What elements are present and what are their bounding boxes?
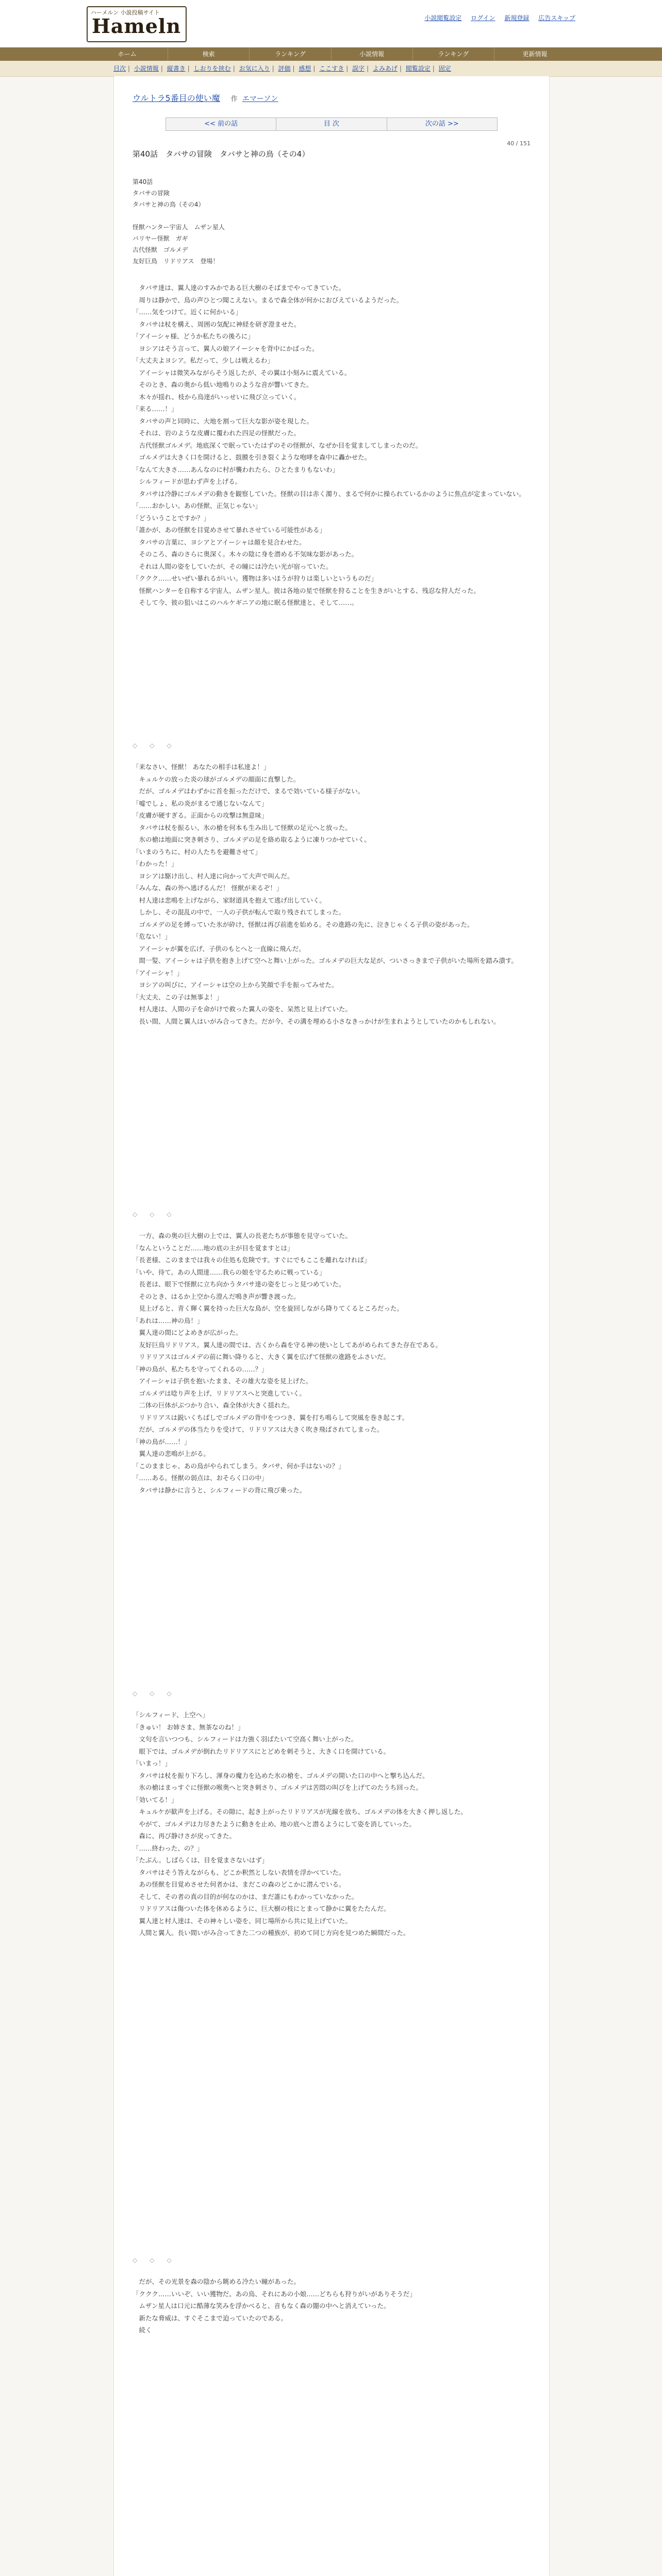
body-paragraph: 周りは静かで、鳥の声ひとつ聞こえない。まるで森全体が何かにおびえているようだった。 [139, 296, 403, 304]
novel-body-section-2 [133, 761, 529, 1028]
preface-line: タバサと神の鳥（その4） [133, 201, 205, 208]
body-paragraph: 「なんということだ……地の底の主が目を覚ますとは」 [133, 1244, 294, 1252]
novel-body-section-1 [133, 282, 529, 609]
body-paragraph: しかし、その混乱の中で、一人の子供が転んで取り残されてしまった。 [139, 908, 345, 916]
body-paragraph: 氷の槍はまっすぐに怪獣の喉奥へと突き刺さり、ゴルメデは苦悶の叫びを上げてのたうち回った。 [139, 1784, 423, 1791]
subnav-typo[interactable]: 誤字 [352, 65, 365, 72]
body-paragraph: リドリアスはゴルメデの前に舞い降りると、大きく翼を広げて怪獣の進路をふさいだ。 [139, 1353, 390, 1361]
body-paragraph: 「危ない！」 [133, 933, 172, 940]
preface-line: バリヤー怪獣 ガギ [133, 235, 188, 242]
body-paragraph: 「……ある。怪獣の弱点は、おそらく口の中」 [133, 1474, 268, 1482]
header-link-skip-ads[interactable]: 広告スキップ [538, 14, 575, 22]
novel-body-section-5 [133, 2276, 529, 2337]
body-paragraph: ヨシアは駆け出し、村人達に向かって大声で叫んだ。 [139, 872, 294, 880]
subnav-view-settings[interactable]: 閲覧設定 [405, 65, 431, 72]
preface-line: タバサの冒険 [133, 190, 170, 197]
scene-break: ◇ ◇ ◇ [133, 1211, 172, 1218]
body-paragraph: 古代怪獣ゴルメデ。地底深くで眠っていたはずのその怪獣が、なぜか目を覚ましてしまったのだ。 [139, 441, 422, 449]
episode-title: 第40話 タバサの冒険 タバサと神の鳥（その4） [133, 149, 310, 159]
body-paragraph: 一方、森の奥の巨大樹の上では、翼人の長老たちが事態を見守っていた。 [139, 1232, 352, 1240]
body-paragraph: リドリアスは鋭いくちばしでゴルメデの背中をつつき、翼を打ち鳴らして突風を巻き起こす。 [139, 1413, 409, 1421]
subnav-favorite[interactable]: お気に入り [239, 65, 270, 72]
body-paragraph: 村人達は、人間の子を命がけで救った翼人の姿を、呆然と見上げていた。 [139, 1005, 352, 1013]
logo-wordmark: Hameln [92, 14, 181, 38]
body-paragraph: ゴルメデの足を縛っていた氷が砕け、怪獣は再び前進を始める。その進路の先に、泣きじゃくる子供の姿があった。 [139, 920, 474, 928]
novel-author[interactable]: エマーソン [242, 95, 278, 103]
body-paragraph: ヨシアの叫びに、アイーシャは空の上から笑顔で手を振ってみせた。 [139, 981, 338, 989]
gnav-item-search[interactable]: 検索 [168, 47, 250, 61]
subnav-fix[interactable]: 固定 [438, 65, 451, 72]
body-paragraph: 「たぶん。しばらくは、目を覚まさないはず」 [133, 1856, 269, 1864]
body-paragraph: タバサはそう答えながらも、どこか釈然としない表情を浮かべていた。 [139, 1868, 345, 1876]
body-paragraph: 「嘘でしょ、私の炎がまるで通じないなんて」 [133, 799, 268, 807]
body-paragraph: 新たな脅威は、すぐそこまで迫っていたのである。 [139, 2314, 288, 2322]
gnav-item-ranking-2[interactable]: ランキング [413, 47, 494, 61]
next-episode-button[interactable]: 次の話 >> [387, 117, 498, 131]
body-paragraph: 眼下では、ゴルメデが倒れたリドリアスにとどめを刺そうと、大きく口を開けている。 [139, 1747, 390, 1755]
body-paragraph: タバサは杖を振るい、氷の槍を何本も生み出して怪獣の足元へと放った。 [139, 823, 352, 832]
body-paragraph: ムザン星人は口元に酷薄な笑みを浮かべると、音もなく森の闇の中へと消えていった。 [139, 2302, 390, 2310]
body-paragraph: シルフィードが思わず声を上げる。 [139, 478, 242, 485]
body-paragraph: リドリアスは傷ついた体を休めるように、巨大樹の枝にとまって静かに翼をたたんだ。 [139, 1905, 390, 1912]
header-link-login[interactable]: ログイン [471, 14, 495, 22]
body-paragraph: 「長老様、このままでは我々の住処も危険です。すぐにでもここを離れなければ」 [133, 1256, 371, 1264]
body-paragraph: 翼人達と村人達は、その神々しい姿を、同じ場所から共に見上げていた。 [139, 1917, 352, 1925]
body-paragraph: タバサ達は、翼人達のすみかである巨大樹のそばまでやってきていた。 [139, 284, 345, 292]
body-paragraph: タバサの言葉に、ヨシアとアイーシャは顔を見合わせた。 [139, 538, 306, 546]
body-paragraph: ヨシアはそう言って、翼人の娘アイーシャを背中にかばった。 [139, 344, 319, 352]
body-paragraph: 「なんて大きさ……あんなのに村が襲われたら、ひとたまりもないわ」 [133, 465, 339, 473]
body-paragraph: 「ククク……いいぞ、いい獲物だ。あの鳥、それにあの小娘……どちらも狩りがいがありそうだ」 [133, 2290, 416, 2298]
body-paragraph: 「大丈夫よヨシア。私だって、少しは戦えるわ」 [133, 357, 274, 364]
novel-title[interactable]: ウルトラ5番目の使い魔 [133, 93, 220, 103]
site-logo[interactable] [87, 6, 187, 42]
body-paragraph: 氷の槍は地面に突き刺さり、ゴルメデの足を絡め取るように凍りつかせていく。 [139, 836, 371, 843]
novel-subnav: 目次 | 小説情報 | 縦書き | しおりを挟む | お気に入り | 評価 | 感想 | ここすき | 誤字 | よみあげ | 閲覧設定 | 固定 [0, 61, 662, 77]
pager-top [166, 117, 498, 131]
gnav-item-novel-info[interactable]: 小説情報 [332, 47, 413, 61]
body-paragraph: 「神の鳥が、私たちを守ってくれるの……？」 [133, 1365, 268, 1373]
body-paragraph: 続く [139, 2326, 152, 2334]
body-paragraph: 「このままじゃ、あの鳥がやられてしまう。タバサ、何か手はないの？」 [133, 1462, 345, 1470]
body-paragraph: やがて、ゴルメデは力尽きたように動きを止め、地の底へと潜るようにして姿を消していった。 [139, 1820, 416, 1828]
episode-preface [133, 176, 225, 267]
body-paragraph: あの怪獣を目覚めさせた何者かは、まだこの森のどこかに潜んでいる。 [139, 1880, 345, 1888]
body-paragraph: タバサの声と同時に、大地を割って巨大な影が姿を現した。 [139, 417, 313, 425]
body-paragraph: そのころ、森のさらに奥深く。木々の陰に身を潜める不気味な影があった。 [139, 550, 358, 558]
preface-line [133, 210, 225, 222]
body-paragraph: それは人間の姿をしていたが、その瞳には冷たい光が宿っていた。 [139, 562, 333, 570]
scene-break: ◇ ◇ ◇ [133, 1690, 172, 1697]
body-paragraph: 森に、再び静けさが戻ってきた。 [139, 1832, 236, 1840]
body-paragraph: アイーシャが翼を広げ、子供のもとへと一直線に飛んだ。 [139, 944, 305, 953]
preface-line: 友好巨鳥 リドリアス 登場！ [133, 258, 219, 265]
body-paragraph: 「あれは……神の鳥！」 [133, 1316, 204, 1325]
prev-episode-button[interactable]: << 前の話 [166, 117, 276, 131]
gnav-item-ranking[interactable]: ランキング [250, 47, 331, 61]
body-paragraph: 長い間、人間と翼人はいがみ合ってきた。だが今、その溝を埋める小さなきっかけが生まれようとしていたのかもしれない。 [139, 1017, 500, 1025]
body-paragraph: そして今、彼の狙いはこのハルケギニアの地に眠る怪獣達と、そして……。 [139, 599, 358, 606]
body-paragraph: 「アイーシャ様、どうか私たちの後ろに」 [133, 332, 254, 340]
body-paragraph: 「効いてる！」 [133, 1795, 178, 1804]
body-paragraph: 翼人達の間にどよめきが広がった。 [139, 1329, 242, 1336]
gnav-item-updates[interactable]: 更新情報 [522, 50, 548, 58]
body-paragraph: 翼人達の悲鳴が上がる。 [139, 1450, 210, 1458]
preface-line: 第40話 [133, 178, 153, 185]
subnav-vertical[interactable]: 縦書き [167, 65, 186, 72]
main-content [113, 76, 550, 2576]
body-paragraph: 文句を言いつつも、シルフィードは力強く羽ばたいて空高く舞い上がった。 [139, 1735, 358, 1743]
scene-break: ◇ ◇ ◇ [133, 2257, 172, 2264]
global-nav [0, 47, 662, 61]
body-paragraph: 「わかった！」 [133, 860, 178, 868]
body-paragraph: 「来なさい、怪獣！ あなたの相手は私達よ！」 [133, 763, 270, 771]
body-paragraph: 人間と翼人。長い間いがみ合ってきた二つの種族が、初めて同じ方向を見つめた瞬間だった。 [139, 1929, 410, 1937]
novel-body-section-3 [133, 1230, 529, 1497]
site-header [0, 0, 662, 48]
body-paragraph: 「神の鳥が……！」 [133, 1437, 191, 1446]
body-paragraph: 「ククク……せいぜい暴れるがいい。獲物は多いほうが狩りは楽しいというものだ」 [133, 574, 378, 582]
body-paragraph: アイーシャは子供を抱いたまま、その雄大な姿を見上げた。 [139, 1377, 312, 1385]
body-paragraph: 長老は、眼下で怪獣に立ち向かうタバサ達の姿をじっと見つめていた。 [139, 1280, 345, 1288]
body-paragraph: 「いや、待て。あの人間達……我らの娘を守るために戦っている」 [133, 1268, 326, 1276]
body-paragraph: 「シルフィード、上空へ」 [133, 1711, 209, 1719]
body-paragraph: 「アイーシャ！」 [133, 969, 184, 977]
body-paragraph: キュルケの放った炎の球がゴルメデの顔面に直撃した。 [139, 775, 300, 783]
subnav-bookmark[interactable]: しおりを挟む [193, 65, 231, 72]
episode-counter: 40 / 151 [507, 140, 531, 147]
body-paragraph: タバサは冷静にゴルメデの動きを観察していた。怪獣の目は赤く濁り、まるで何かに操られているかのように焦点が定まっていない。 [139, 489, 525, 498]
author-mark: 作 [230, 95, 238, 103]
body-paragraph: ゴルメデは唸り声を上げ、リドリアスへと突進していく。 [139, 1389, 306, 1397]
body-paragraph: 間一髪、アイーシャは子供を抱き上げて空へと舞い上がった。ゴルメデの巨大な足が、ついさっきまで子供がいた場所を踏み潰す。 [139, 957, 518, 964]
body-paragraph: キュルケが歓声を上げる。その隙に、起き上がったリドリアスが光線を放ち、ゴルメデの体を大きく押し返した。 [139, 1808, 467, 1816]
preface-line: 古代怪獣 ゴルメデ [133, 246, 188, 253]
logo-tagline: ハーメルン 小説投稿サイト [91, 9, 160, 16]
body-paragraph: 「いまのうちに、村の人たちを避難させて」 [133, 848, 262, 856]
toc-button[interactable]: 目 次 [276, 117, 387, 131]
body-paragraph: それは、岩のような皮膚に覆われた四足の怪獣だった。 [139, 429, 301, 437]
header-links [417, 13, 575, 22]
body-paragraph: タバサは杖を振り下ろし、渾身の魔力を込めた氷の槍を、ゴルメデの開いた口の中へと撃ち込んだ。 [139, 1771, 429, 1780]
subnav-read-aloud[interactable]: よみあげ [373, 65, 398, 72]
body-paragraph: ゴルメデは大きく口を開けると、鼓膜を引き裂くような咆哮を森中に轟かせた。 [139, 453, 371, 461]
body-paragraph: 木々が揺れ、枝から鳥達がいっせいに飛び立っていく。 [139, 393, 301, 401]
body-paragraph: 見上げると、青く輝く翼を持った巨大な鳥が、空を旋回しながら降りてくるところだった。 [139, 1304, 404, 1312]
body-paragraph: だが、ゴルメデはわずかに首を振っただけで、まるで効いている様子がない。 [139, 787, 365, 795]
header-link-reading-settings[interactable]: 小説閲覧設定 [424, 14, 462, 22]
body-paragraph: 二体の巨体がぶつかり合い、森全体が大きく揺れた。 [139, 1401, 294, 1409]
body-paragraph: 「どういうことですか？」 [133, 514, 210, 522]
subnav-review[interactable]: 感想 [299, 65, 311, 72]
subnav-likes[interactable]: ここすき [319, 65, 344, 72]
subnav-novel-info[interactable]: 小説情報 [134, 65, 159, 72]
scene-break: ◇ ◇ ◇ [133, 742, 172, 749]
body-paragraph: アイーシャは微笑みながらそう返したが、その翼は小刻みに震えている。 [139, 368, 351, 377]
subnav-toc[interactable]: 目次 [113, 65, 126, 72]
body-paragraph: 「皮膚が硬すぎる。正面からの攻撃は無意味」 [133, 811, 268, 819]
body-paragraph: そして、その者の真の目的が何なのかは、まだ誰にもわかっていなかった。 [139, 1892, 358, 1901]
subnav-rate[interactable]: 評価 [278, 65, 291, 72]
body-paragraph: 「誰かが、あの怪獣を目覚めさせて暴れさせている可能性がある」 [133, 526, 326, 534]
novel-body-section-4 [133, 1709, 529, 1940]
body-paragraph: だが、ゴルメデの体当たりを受けて、リドリアスは大きく吹き飛ばされてしまった。 [139, 1426, 384, 1433]
body-paragraph: 「……おかしい。あの怪獣、正気じゃない」 [133, 502, 262, 510]
body-paragraph: 村人達は悲鳴を上げながら、家財道具を抱えて逃げ出していく。 [139, 896, 326, 904]
body-paragraph: そのとき、森の奥から低い地鳴りのような音が響いてきた。 [139, 381, 313, 388]
body-paragraph: 「……気をつけて。近くに何かいる」 [133, 308, 242, 316]
body-paragraph: 怪獣ハンターを自称する宇宙人、ムザン星人。彼は各地の星で怪獣を狩ることを生きがいとする、残忍な狩人だった。 [139, 586, 481, 595]
gnav-item-home[interactable]: ホーム [87, 47, 168, 61]
novel-heading [133, 92, 278, 104]
header-link-register[interactable]: 新規登録 [504, 14, 529, 22]
body-paragraph: 「……終わった、の？」 [133, 1844, 204, 1852]
body-paragraph: 友好巨鳥リドリアス。翼人達の間では、古くから森を守る神の使いとしてあがめられてきた存在である。 [139, 1341, 442, 1349]
preface-line: 怪獣ハンター宇宙人 ムザン星人 [133, 224, 225, 231]
body-paragraph: 「大丈夫、この子は無事よ！」 [133, 993, 223, 1001]
body-paragraph: 「きゅい！ お姉さま、無茶なのね！」 [133, 1723, 244, 1731]
body-paragraph: そのとき、はるか上空から澄んだ鳴き声が響き渡った。 [139, 1292, 300, 1300]
body-paragraph: タバサは杖を構え、周囲の気配に神経を研ぎ澄ませた。 [139, 320, 301, 328]
body-paragraph: タバサは静かに言うと、シルフィードの背に飛び乗った。 [139, 1486, 306, 1494]
body-paragraph: 「来る……！」 [133, 405, 178, 413]
body-paragraph: だが、その光景を森の陰から眺める冷たい瞳があった。 [139, 2278, 300, 2285]
body-paragraph: 「みんな、森の外へ逃げるんだ！ 怪獣が来るぞ！」 [133, 884, 283, 892]
body-paragraph: 「いまっ！」 [133, 1759, 172, 1767]
